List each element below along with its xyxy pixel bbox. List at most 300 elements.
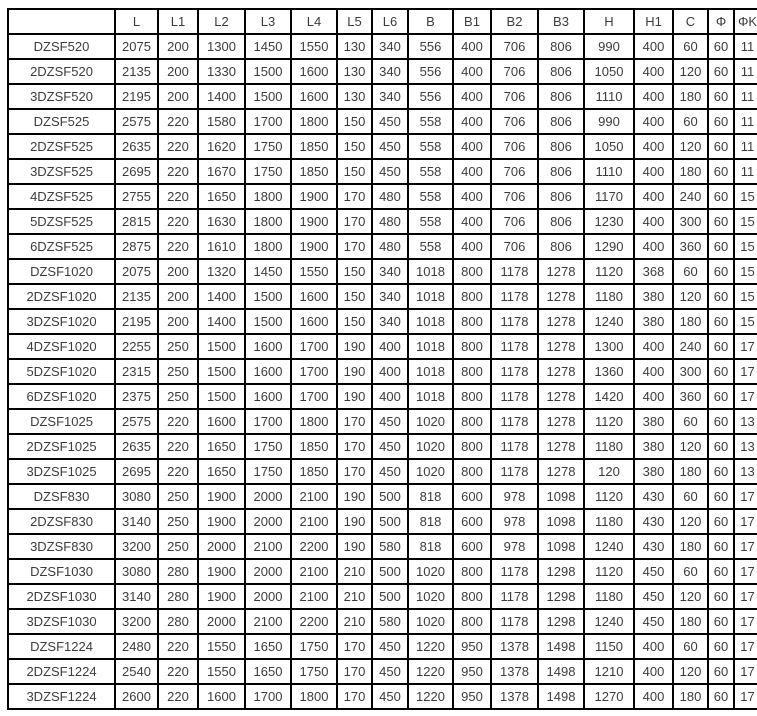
value-cell: 400 xyxy=(453,159,491,184)
value-cell: 1600 xyxy=(198,684,245,709)
value-cell: 400 xyxy=(634,134,673,159)
value-cell: 400 xyxy=(634,659,673,684)
value-cell: 2135 xyxy=(115,284,158,309)
value-cell: 2195 xyxy=(115,84,158,109)
value-cell: 60 xyxy=(708,609,734,634)
value-cell: 806 xyxy=(538,184,584,209)
value-cell: 706 xyxy=(491,34,538,59)
value-cell: 200 xyxy=(158,59,198,84)
value-cell: 400 xyxy=(453,84,491,109)
value-cell: 1600 xyxy=(291,59,337,84)
value-cell: 1320 xyxy=(198,259,245,284)
value-cell: 1220 xyxy=(408,684,453,709)
value-cell: 1498 xyxy=(538,659,584,684)
value-cell: 400 xyxy=(634,209,673,234)
value-cell: 120 xyxy=(673,284,708,309)
value-cell: 130 xyxy=(337,84,372,109)
value-cell: 818 xyxy=(408,484,453,509)
value-cell: 2575 xyxy=(115,109,158,134)
value-cell: 1018 xyxy=(408,384,453,409)
value-cell: 1630 xyxy=(198,209,245,234)
value-cell: 450 xyxy=(634,584,673,609)
value-cell: 558 xyxy=(408,184,453,209)
table-row xyxy=(8,309,757,334)
value-cell: 220 xyxy=(158,684,198,709)
value-cell: 170 xyxy=(337,234,372,259)
model-cell: 2DZSF830 xyxy=(8,509,115,534)
value-cell: 190 xyxy=(337,359,372,384)
value-cell: 2135 xyxy=(115,59,158,84)
model-cell: DZSF1025 xyxy=(8,409,115,434)
value-cell: 380 xyxy=(634,284,673,309)
value-cell: 2100 xyxy=(291,509,337,534)
value-cell: 250 xyxy=(158,334,198,359)
value-cell: 1178 xyxy=(491,259,538,284)
value-cell: 60 xyxy=(708,384,734,409)
value-cell: 1178 xyxy=(491,309,538,334)
value-cell: 450 xyxy=(372,159,408,184)
table-row xyxy=(8,584,757,609)
value-cell: 1580 xyxy=(198,109,245,134)
value-cell: 450 xyxy=(372,684,408,709)
model-cell: 2DZSF520 xyxy=(8,59,115,84)
value-cell: 1278 xyxy=(538,459,584,484)
table-row xyxy=(8,534,757,559)
value-cell: 1178 xyxy=(491,559,538,584)
value-cell: 1900 xyxy=(198,484,245,509)
value-cell: 1018 xyxy=(408,334,453,359)
value-cell: 190 xyxy=(337,334,372,359)
value-cell: 430 xyxy=(634,509,673,534)
value-cell: 380 xyxy=(634,459,673,484)
value-cell: 1800 xyxy=(245,184,291,209)
table-row xyxy=(8,634,757,659)
value-cell: 15 xyxy=(734,209,757,234)
value-cell: 806 xyxy=(538,134,584,159)
value-cell: 558 xyxy=(408,159,453,184)
value-cell: 60 xyxy=(708,109,734,134)
value-cell: 340 xyxy=(372,59,408,84)
value-cell: 1120 xyxy=(584,259,634,284)
value-cell: 1240 xyxy=(584,309,634,334)
value-cell: 60 xyxy=(673,559,708,584)
value-cell: 1150 xyxy=(584,634,634,659)
column-header: B2 xyxy=(491,9,538,34)
column-header: L xyxy=(115,9,158,34)
value-cell: 500 xyxy=(372,509,408,534)
value-cell: 500 xyxy=(372,484,408,509)
value-cell: 1600 xyxy=(291,284,337,309)
value-cell: 400 xyxy=(634,684,673,709)
value-cell: 1378 xyxy=(491,684,538,709)
value-cell: 1650 xyxy=(198,184,245,209)
value-cell: 2100 xyxy=(291,484,337,509)
value-cell: 1120 xyxy=(584,484,634,509)
value-cell: 450 xyxy=(634,609,673,634)
value-cell: 11 xyxy=(734,134,757,159)
value-cell: 2575 xyxy=(115,409,158,434)
table-row xyxy=(8,359,757,384)
model-cell: 3DZSF1025 xyxy=(8,459,115,484)
value-cell: 1800 xyxy=(245,209,291,234)
value-cell: 280 xyxy=(158,609,198,634)
value-cell: 1278 xyxy=(538,384,584,409)
column-header: B3 xyxy=(538,9,584,34)
value-cell: 600 xyxy=(453,534,491,559)
value-cell: 1600 xyxy=(291,84,337,109)
value-cell: 210 xyxy=(337,559,372,584)
value-cell: 1278 xyxy=(538,409,584,434)
value-cell: 480 xyxy=(372,234,408,259)
value-cell: 1120 xyxy=(584,409,634,434)
value-cell: 220 xyxy=(158,409,198,434)
table-row xyxy=(8,234,757,259)
value-cell: 60 xyxy=(708,659,734,684)
value-cell: 1900 xyxy=(291,234,337,259)
value-cell: 1900 xyxy=(198,584,245,609)
value-cell: 500 xyxy=(372,559,408,584)
value-cell: 60 xyxy=(708,84,734,109)
value-cell: 170 xyxy=(337,409,372,434)
value-cell: 1700 xyxy=(245,684,291,709)
value-cell: 1550 xyxy=(198,634,245,659)
value-cell: 400 xyxy=(634,334,673,359)
value-cell: 170 xyxy=(337,459,372,484)
value-cell: 1850 xyxy=(291,134,337,159)
value-cell: 1600 xyxy=(291,309,337,334)
value-cell: 2540 xyxy=(115,659,158,684)
model-cell: 3DZSF1020 xyxy=(8,309,115,334)
value-cell: 1650 xyxy=(245,659,291,684)
value-cell: 1178 xyxy=(491,584,538,609)
value-cell: 11 xyxy=(734,59,757,84)
value-cell: 706 xyxy=(491,109,538,134)
value-cell: 150 xyxy=(337,309,372,334)
value-cell: 200 xyxy=(158,284,198,309)
table-row xyxy=(8,434,757,459)
value-cell: 558 xyxy=(408,209,453,234)
value-cell: 1620 xyxy=(198,134,245,159)
value-cell: 2000 xyxy=(245,509,291,534)
value-cell: 800 xyxy=(453,384,491,409)
value-cell: 800 xyxy=(453,284,491,309)
model-cell: 2DZSF1224 xyxy=(8,659,115,684)
value-cell: 1178 xyxy=(491,359,538,384)
value-cell: 60 xyxy=(708,534,734,559)
value-cell: 60 xyxy=(708,634,734,659)
value-cell: 800 xyxy=(453,609,491,634)
value-cell: 480 xyxy=(372,184,408,209)
value-cell: 2075 xyxy=(115,259,158,284)
value-cell: 1750 xyxy=(245,159,291,184)
value-cell: 450 xyxy=(372,634,408,659)
value-cell: 1110 xyxy=(584,159,634,184)
value-cell: 250 xyxy=(158,509,198,534)
value-cell: 2315 xyxy=(115,359,158,384)
value-cell: 1018 xyxy=(408,284,453,309)
value-cell: 800 xyxy=(453,459,491,484)
value-cell: 170 xyxy=(337,659,372,684)
value-cell: 430 xyxy=(634,534,673,559)
column-header: L3 xyxy=(245,9,291,34)
value-cell: 150 xyxy=(337,284,372,309)
value-cell: 600 xyxy=(453,509,491,534)
model-cell: 5DZSF525 xyxy=(8,209,115,234)
value-cell: 200 xyxy=(158,34,198,59)
value-cell: 60 xyxy=(708,159,734,184)
value-cell: 17 xyxy=(734,659,757,684)
value-cell: 190 xyxy=(337,534,372,559)
table-row xyxy=(8,484,757,509)
value-cell: 2480 xyxy=(115,634,158,659)
value-cell: 990 xyxy=(584,109,634,134)
value-cell: 3140 xyxy=(115,509,158,534)
value-cell: 15 xyxy=(734,184,757,209)
value-cell: 480 xyxy=(372,209,408,234)
value-cell: 1650 xyxy=(198,434,245,459)
value-cell: 1020 xyxy=(408,584,453,609)
value-cell: 340 xyxy=(372,284,408,309)
spec-table xyxy=(7,8,757,710)
value-cell: 170 xyxy=(337,184,372,209)
value-cell: 170 xyxy=(337,209,372,234)
value-cell: 380 xyxy=(634,409,673,434)
value-cell: 250 xyxy=(158,359,198,384)
value-cell: 1670 xyxy=(198,159,245,184)
value-cell: 220 xyxy=(158,434,198,459)
value-cell: 2100 xyxy=(291,559,337,584)
value-cell: 1178 xyxy=(491,409,538,434)
value-cell: 60 xyxy=(673,34,708,59)
value-cell: 150 xyxy=(337,134,372,159)
value-cell: 60 xyxy=(708,509,734,534)
value-cell: 1800 xyxy=(291,684,337,709)
value-cell: 400 xyxy=(453,59,491,84)
value-cell: 180 xyxy=(673,609,708,634)
value-cell: 1750 xyxy=(291,659,337,684)
value-cell: 60 xyxy=(673,484,708,509)
value-cell: 2695 xyxy=(115,459,158,484)
value-cell: 1180 xyxy=(584,584,634,609)
value-cell: 60 xyxy=(708,209,734,234)
header-row xyxy=(8,9,757,34)
value-cell: 1300 xyxy=(198,34,245,59)
value-cell: 1098 xyxy=(538,484,584,509)
value-cell: 2875 xyxy=(115,234,158,259)
table-row xyxy=(8,559,757,584)
value-cell: 340 xyxy=(372,84,408,109)
value-cell: 60 xyxy=(708,59,734,84)
value-cell: 250 xyxy=(158,534,198,559)
table-row xyxy=(8,209,757,234)
value-cell: 400 xyxy=(453,134,491,159)
value-cell: 1278 xyxy=(538,359,584,384)
value-cell: 706 xyxy=(491,59,538,84)
value-cell: 17 xyxy=(734,609,757,634)
value-cell: 400 xyxy=(634,34,673,59)
value-cell: 2000 xyxy=(245,584,291,609)
value-cell: 170 xyxy=(337,684,372,709)
value-cell: 580 xyxy=(372,609,408,634)
model-cell: 4DZSF525 xyxy=(8,184,115,209)
value-cell: 120 xyxy=(673,509,708,534)
value-cell: 17 xyxy=(734,684,757,709)
column-header: H1 xyxy=(634,9,673,34)
value-cell: 430 xyxy=(634,484,673,509)
column-header: L1 xyxy=(158,9,198,34)
table-row xyxy=(8,609,757,634)
table-row xyxy=(8,84,757,109)
value-cell: 1800 xyxy=(291,109,337,134)
value-cell: 558 xyxy=(408,109,453,134)
value-cell: 210 xyxy=(337,584,372,609)
value-cell: 1750 xyxy=(245,134,291,159)
value-cell: 180 xyxy=(673,309,708,334)
value-cell: 220 xyxy=(158,159,198,184)
value-cell: 1178 xyxy=(491,334,538,359)
value-cell: 15 xyxy=(734,234,757,259)
value-cell: 1700 xyxy=(291,359,337,384)
value-cell: 1098 xyxy=(538,509,584,534)
value-cell: 1178 xyxy=(491,284,538,309)
value-cell: 1500 xyxy=(245,84,291,109)
value-cell: 60 xyxy=(673,634,708,659)
value-cell: 806 xyxy=(538,209,584,234)
value-cell: 17 xyxy=(734,359,757,384)
value-cell: 1900 xyxy=(291,184,337,209)
value-cell: 1300 xyxy=(584,334,634,359)
value-cell: 3140 xyxy=(115,584,158,609)
value-cell: 15 xyxy=(734,259,757,284)
value-cell: 180 xyxy=(673,84,708,109)
value-cell: 990 xyxy=(584,34,634,59)
value-cell: 60 xyxy=(708,434,734,459)
value-cell: 1360 xyxy=(584,359,634,384)
value-cell: 400 xyxy=(634,159,673,184)
value-cell: 2100 xyxy=(245,609,291,634)
value-cell: 800 xyxy=(453,309,491,334)
model-cell: 2DZSF525 xyxy=(8,134,115,159)
value-cell: 806 xyxy=(538,159,584,184)
value-cell: 2635 xyxy=(115,434,158,459)
value-cell: 1500 xyxy=(245,309,291,334)
value-cell: 1020 xyxy=(408,409,453,434)
value-cell: 300 xyxy=(673,209,708,234)
value-cell: 818 xyxy=(408,509,453,534)
value-cell: 1240 xyxy=(584,534,634,559)
value-cell: 1900 xyxy=(198,559,245,584)
value-cell: 2815 xyxy=(115,209,158,234)
value-cell: 1550 xyxy=(291,34,337,59)
value-cell: 11 xyxy=(734,34,757,59)
value-cell: 1900 xyxy=(198,509,245,534)
value-cell: 2755 xyxy=(115,184,158,209)
value-cell: 1178 xyxy=(491,609,538,634)
model-cell: 3DZSF1224 xyxy=(8,684,115,709)
value-cell: 1450 xyxy=(245,259,291,284)
value-cell: 60 xyxy=(708,284,734,309)
table-row xyxy=(8,134,757,159)
value-cell: 1020 xyxy=(408,459,453,484)
value-cell: 978 xyxy=(491,509,538,534)
value-cell: 1450 xyxy=(245,34,291,59)
value-cell: 1240 xyxy=(584,609,634,634)
value-cell: 806 xyxy=(538,59,584,84)
value-cell: 800 xyxy=(453,559,491,584)
value-cell: 1800 xyxy=(245,234,291,259)
column-header: C xyxy=(673,9,708,34)
value-cell: 250 xyxy=(158,484,198,509)
value-cell: 13 xyxy=(734,434,757,459)
value-cell: 1800 xyxy=(291,409,337,434)
value-cell: 450 xyxy=(372,134,408,159)
value-cell: 1610 xyxy=(198,234,245,259)
value-cell: 1020 xyxy=(408,609,453,634)
value-cell: 130 xyxy=(337,59,372,84)
value-cell: 13 xyxy=(734,409,757,434)
value-cell: 60 xyxy=(673,409,708,434)
value-cell: 1050 xyxy=(584,134,634,159)
value-cell: 450 xyxy=(372,434,408,459)
value-cell: 60 xyxy=(708,684,734,709)
value-cell: 1400 xyxy=(198,284,245,309)
value-cell: 1278 xyxy=(538,259,584,284)
column-header: L2 xyxy=(198,9,245,34)
value-cell: 1700 xyxy=(291,334,337,359)
value-cell: 556 xyxy=(408,84,453,109)
value-cell: 15 xyxy=(734,309,757,334)
value-cell: 2600 xyxy=(115,684,158,709)
value-cell: 706 xyxy=(491,184,538,209)
value-cell: 1120 xyxy=(584,559,634,584)
value-cell: 120 xyxy=(673,584,708,609)
value-cell: 60 xyxy=(708,309,734,334)
value-cell: 1700 xyxy=(245,109,291,134)
value-cell: 2255 xyxy=(115,334,158,359)
value-cell: 400 xyxy=(634,634,673,659)
value-cell: 17 xyxy=(734,384,757,409)
value-cell: 1500 xyxy=(198,384,245,409)
value-cell: 17 xyxy=(734,484,757,509)
value-cell: 1110 xyxy=(584,84,634,109)
value-cell: 818 xyxy=(408,534,453,559)
value-cell: 1050 xyxy=(584,59,634,84)
value-cell: 558 xyxy=(408,134,453,159)
value-cell: 3200 xyxy=(115,609,158,634)
value-cell: 2195 xyxy=(115,309,158,334)
value-cell: 800 xyxy=(453,334,491,359)
table-row xyxy=(8,259,757,284)
value-cell: 150 xyxy=(337,109,372,134)
value-cell: 2200 xyxy=(291,609,337,634)
value-cell: 1180 xyxy=(584,434,634,459)
model-cell: DZSF1224 xyxy=(8,634,115,659)
value-cell: 170 xyxy=(337,634,372,659)
value-cell: 11 xyxy=(734,84,757,109)
value-cell: 180 xyxy=(673,459,708,484)
column-header: H xyxy=(584,9,634,34)
value-cell: 450 xyxy=(372,459,408,484)
value-cell: 1600 xyxy=(245,359,291,384)
model-cell: DZSF520 xyxy=(8,34,115,59)
value-cell: 1210 xyxy=(584,659,634,684)
value-cell: 1170 xyxy=(584,184,634,209)
value-cell: 1278 xyxy=(538,309,584,334)
value-cell: 120 xyxy=(673,659,708,684)
value-cell: 220 xyxy=(158,109,198,134)
value-cell: 1220 xyxy=(408,659,453,684)
value-cell: 450 xyxy=(634,559,673,584)
